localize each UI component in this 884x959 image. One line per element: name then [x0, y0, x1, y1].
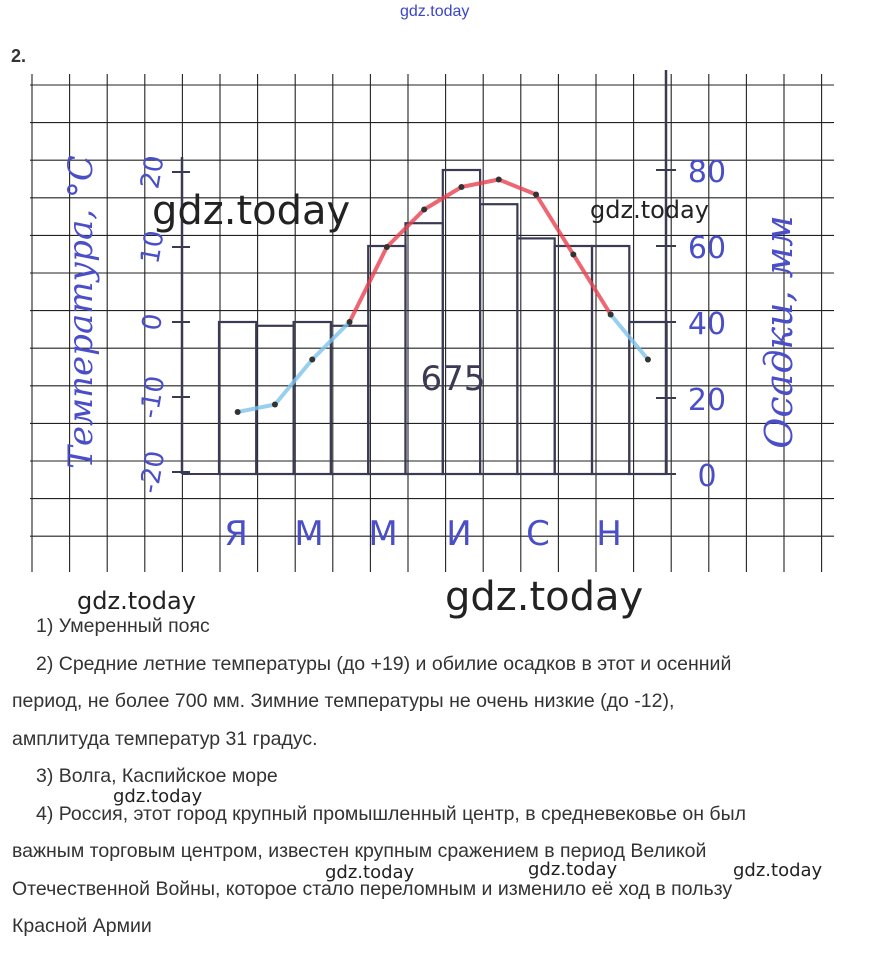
right-tick-label: 0: [697, 459, 717, 494]
watermark: gdz.today: [733, 860, 823, 881]
precipitation-bar: [443, 170, 480, 474]
temperature-point: [272, 402, 278, 408]
month-label: С: [526, 514, 550, 554]
answer-line: период, не более 700 мм. Зимние температуры не очень низкие (до -12),: [12, 690, 675, 712]
temperature-segment: [499, 180, 536, 195]
watermark: gdz.today: [590, 196, 709, 224]
temperature-point: [645, 357, 651, 363]
month-label: М: [294, 514, 324, 554]
answer-block: [12, 608, 872, 946]
right-axis-label: Осадки, мм: [757, 215, 801, 449]
precipitation-bar: [592, 246, 629, 474]
watermark: gdz.today: [528, 859, 618, 880]
answer-line: 1) Умеренный пояс: [36, 615, 210, 637]
answer-line: 4) Россия, этот город крупный промышленный центр, в средневековье он был: [36, 802, 746, 825]
climatogram: [0, 62, 884, 582]
temperature-point: [421, 207, 427, 213]
right-tick-label: 80: [687, 155, 727, 190]
watermark: gdz.today: [113, 786, 203, 807]
watermark: gdz.today: [77, 587, 196, 615]
left-tick-label: -10: [134, 373, 172, 421]
temperature-point: [458, 184, 464, 190]
right-tick-label: 40: [687, 307, 727, 342]
precipitation-bar: [555, 246, 592, 474]
month-label: М: [368, 514, 398, 554]
left-tick-label: 20: [135, 153, 171, 192]
temperature-point: [533, 192, 539, 198]
temperature-point: [384, 244, 390, 250]
chart-axes: [172, 70, 676, 474]
answer-line: важным торговым центром, известен крупным сражением в период Великой: [12, 840, 707, 862]
temperature-point: [496, 177, 502, 183]
left-tick-label: -20: [134, 448, 172, 496]
answer-line: Красной Армии: [12, 915, 152, 937]
temperature-point: [570, 252, 576, 258]
left-axis-label: Температура, °С: [61, 155, 101, 469]
annual-precipitation-label: 675: [420, 359, 486, 399]
month-label: Я: [224, 514, 248, 554]
precipitation-bar: [480, 204, 517, 474]
temperature-point: [347, 319, 353, 325]
watermark: gdz.today: [445, 574, 644, 620]
watermark-top: gdz.today: [400, 3, 470, 20]
watermark: gdz.today: [325, 862, 415, 883]
right-tick-label: 20: [687, 383, 727, 418]
month-label: И: [446, 514, 472, 554]
temperature-point: [309, 357, 315, 363]
task-number: 2.: [11, 46, 27, 66]
precipitation-bar: [219, 322, 256, 474]
answer-line: амплитуда температур 31 градус.: [12, 727, 318, 750]
answer-line: 3) Волга, Каспийское море: [36, 765, 278, 787]
left-tick-label: 0: [136, 311, 170, 333]
temperature-point: [235, 409, 241, 415]
left-tick-label: 10: [135, 228, 171, 267]
temperature-point: [608, 312, 614, 318]
right-tick-label: 60: [687, 231, 727, 266]
month-label: Н: [596, 514, 622, 554]
watermark: gdz.today: [152, 188, 351, 234]
answer-line: Отечественной Войны, которое стало переломным и изменило её ход в пользу: [12, 877, 733, 900]
precipitation-bar: [368, 246, 405, 474]
answer-line: 2) Средние летние температуры (до +19) и обилие осадков в этот и осенний: [36, 652, 732, 675]
precipitation-bar: [517, 238, 554, 474]
